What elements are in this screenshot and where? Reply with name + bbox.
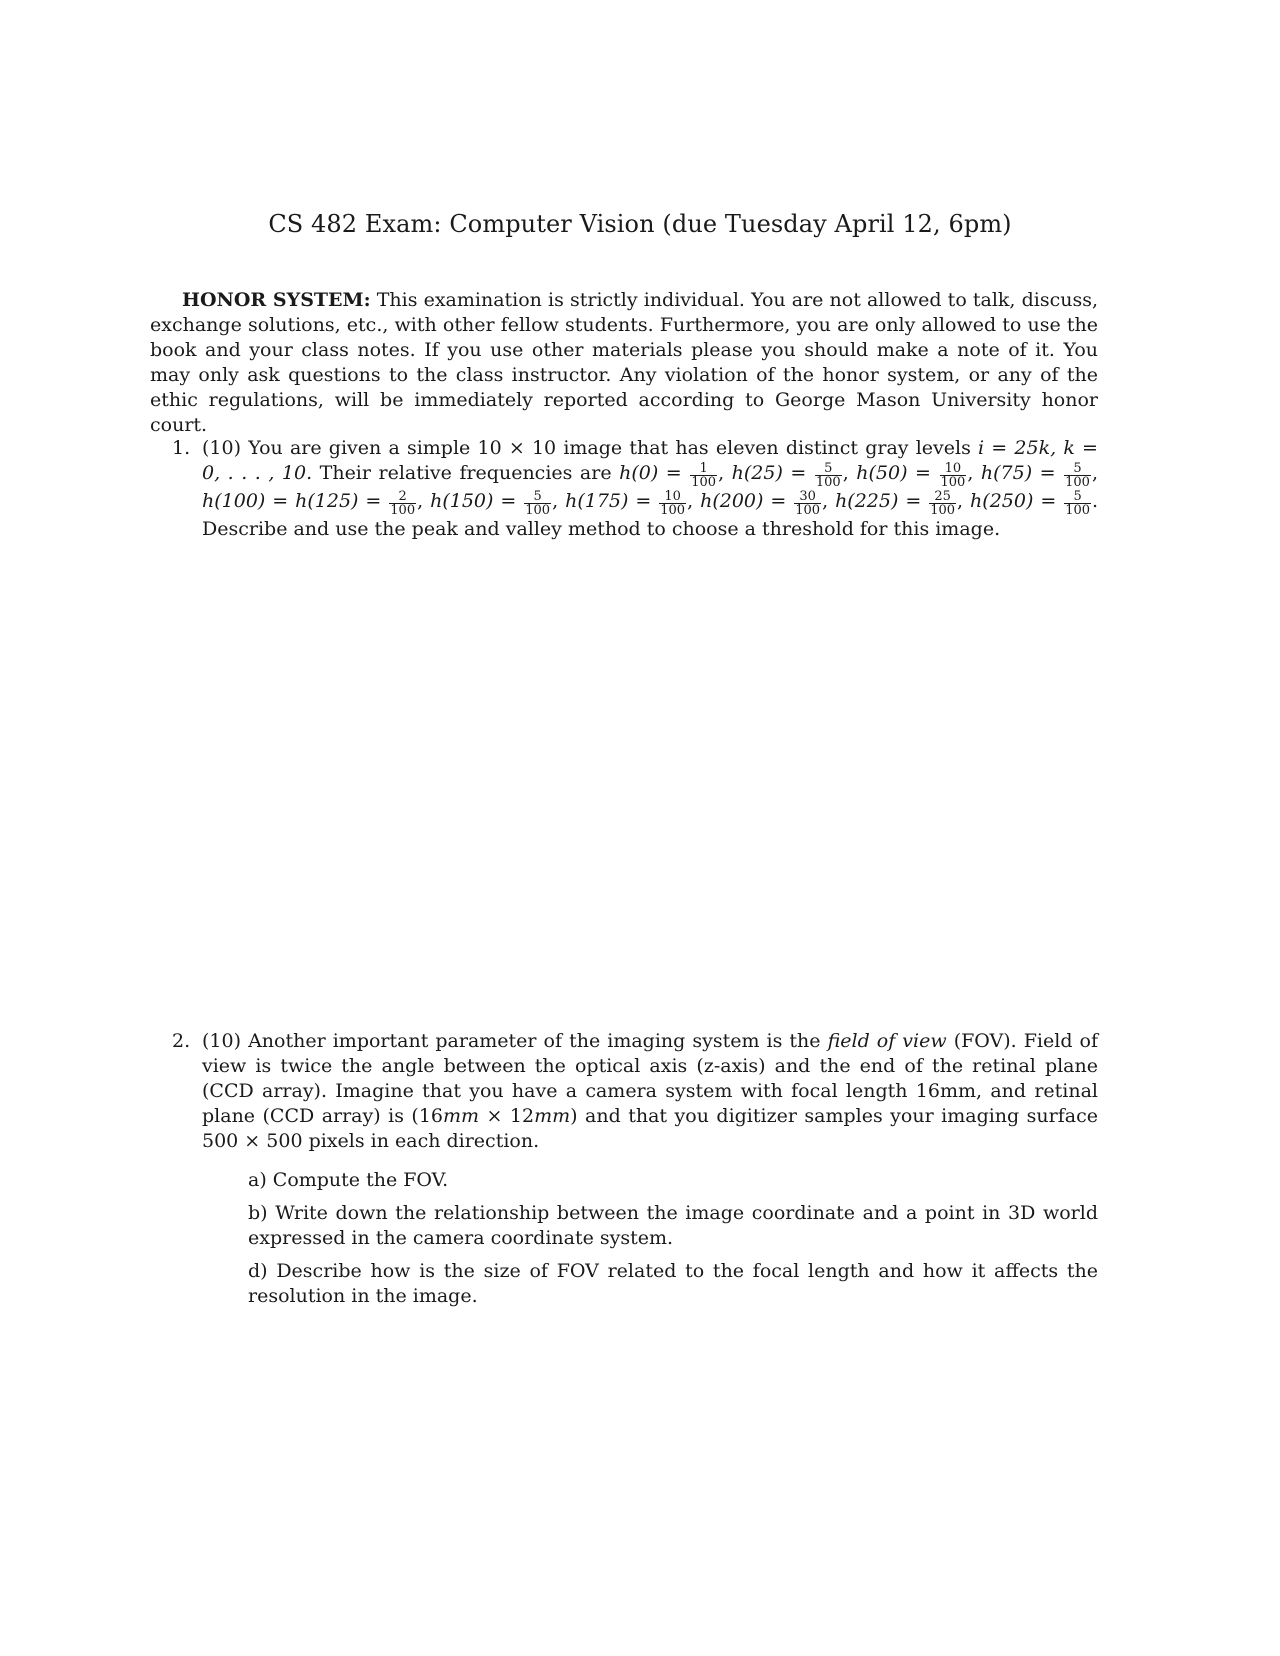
freq-h150-den: 100 bbox=[525, 503, 551, 519]
question-1-mid: image that has eleven distinct gray levels bbox=[563, 437, 971, 459]
honor-system-label: HONOR SYSTEM: bbox=[182, 289, 371, 311]
ccd-mid: 12 bbox=[509, 1105, 535, 1127]
question-1-levels: i = 25k, k = 0, . . . , 10. bbox=[202, 437, 1098, 484]
question-2 bbox=[150, 1029, 1098, 1317]
freq-h225-fraction bbox=[929, 490, 956, 517]
freq-h50-num: 10 bbox=[940, 462, 967, 476]
freq-h100-den: 100 bbox=[390, 503, 416, 519]
freq-h0-den: 100 bbox=[691, 475, 717, 491]
question-2-body bbox=[202, 1029, 1098, 1154]
freq-h200-den: 100 bbox=[795, 503, 821, 519]
ccd-unit-2: mm bbox=[534, 1105, 571, 1127]
freq-h75: h(75) = $\frac{5}{100}$ , bbox=[980, 461, 1098, 491]
question-1 bbox=[150, 436, 1098, 542]
exam-title: CS 482 Exam: Computer Vision (due Tuesday April 12, 6pm) bbox=[268, 210, 1012, 238]
question-2-text-1: (FOV). Field of view is twice the angle between the optical axis (z-axis) and the end of the retinal plane (CCD array). Imagine that you have a camera system with focal length 16mm, and retinal plane (CCD array) is bbox=[202, 1030, 1099, 1127]
question-2-fov-term: field of view bbox=[827, 1030, 947, 1052]
question-1-intro: You are given a simple bbox=[248, 437, 471, 459]
ccd-close: ) bbox=[570, 1105, 578, 1127]
freq-h150-num: 5 bbox=[524, 490, 551, 504]
freq-h75-den: 100 bbox=[1065, 475, 1090, 491]
freq-h100-label: h(100) = h(125) = bbox=[202, 490, 382, 513]
freq-h0-num: 1 bbox=[690, 462, 717, 476]
freq-h225-den: 100 bbox=[930, 503, 956, 519]
freq-h25-fraction bbox=[815, 462, 842, 489]
question-2-text-3: pixels in each direction. bbox=[308, 1130, 540, 1152]
ccd-unit-1: mm bbox=[443, 1105, 480, 1127]
ccd-open: (16 bbox=[411, 1105, 444, 1127]
freq-h0: h(0) = $\frac{1}{100}$ , bbox=[619, 461, 725, 491]
freq-h175-den: 100 bbox=[660, 503, 686, 519]
freq-h100-h125: h(100) = h(125) = $\frac{2}{100}$ , bbox=[202, 489, 424, 519]
freq-h250-den: 100 bbox=[1065, 503, 1091, 519]
freq-h50: h(50) = $\frac{10}{100}$ , bbox=[856, 461, 974, 491]
freq-h75-label: h(75) = bbox=[980, 462, 1056, 484]
freq-h25-label: h(25) = bbox=[731, 462, 807, 484]
honor-system-text: This examination is strictly individual. You are not allowed to talk, discuss, exchange solutions, etc., with other fellow students. Furthermore, you are only allowed to use the book and your class notes. If you use other materials please you should make a note of it. You may only ask questions to the class instructor. Any violation of the honor system, or any of the ethic regulations, will be immediately reported according to George Mason University honor court. bbox=[150, 289, 1098, 436]
question-1-body bbox=[202, 436, 1098, 542]
freq-h100-fraction bbox=[389, 490, 416, 517]
freq-h250: h(250) = $\frac{5}{100}$ . bbox=[970, 489, 1099, 519]
freq-h50-fraction bbox=[940, 462, 967, 489]
freq-h250-num: 5 bbox=[1064, 490, 1091, 504]
freq-h250-fraction bbox=[1064, 490, 1091, 517]
freq-h175-label: h(175) = bbox=[565, 490, 652, 513]
freq-h25-num: 5 bbox=[815, 462, 842, 476]
question-2-samples: 500 × 500 bbox=[202, 1130, 303, 1152]
question-1-dims: 10 × 10 bbox=[477, 437, 557, 459]
freq-h150-label: h(150) = bbox=[430, 490, 517, 513]
question-2-intro: Another important parameter of the imaging system is the bbox=[248, 1030, 821, 1052]
question-1-points: (10) bbox=[202, 437, 242, 459]
freq-h175-num: 10 bbox=[659, 490, 686, 504]
ccd-times: × bbox=[486, 1105, 503, 1127]
subpart-b: b) Write down the relationship between the image coordinate and a point in 3D world expressed in the camera coordinate system. bbox=[248, 1202, 1098, 1249]
freq-h50-label: h(50) = bbox=[856, 462, 931, 484]
freq-h75-fraction bbox=[1064, 462, 1091, 489]
freq-h200-label: h(200) = bbox=[700, 490, 787, 513]
freq-h200: h(200) = $\frac{30}{100}$ , bbox=[700, 489, 829, 519]
freq-h25-den: 100 bbox=[815, 475, 841, 491]
question-2-subparts bbox=[248, 1168, 1098, 1309]
question-2-number: 2. bbox=[172, 1030, 191, 1052]
question-2-ccd-size bbox=[411, 1105, 577, 1127]
freq-h75-num: 5 bbox=[1064, 462, 1091, 476]
freq-h200-fraction bbox=[794, 490, 821, 517]
freq-h225-num: 25 bbox=[929, 490, 956, 504]
question-1-outro: Describe and use the peak and valley method to choose a threshold for this image. bbox=[202, 518, 1001, 541]
honor-system-paragraph bbox=[150, 288, 1098, 438]
freq-h150: h(150) = $\frac{5}{100}$ , bbox=[430, 489, 559, 519]
freq-h175-fraction bbox=[659, 490, 686, 517]
freq-h175: h(175) = $\frac{10}{100}$ , bbox=[565, 489, 694, 519]
freq-h0-fraction bbox=[690, 462, 717, 489]
question-1-freq-intro: Their relative frequencies are bbox=[319, 462, 612, 484]
freq-h50-den: 100 bbox=[940, 475, 966, 491]
freq-h25: h(25) = $\frac{5}{100}$ , bbox=[731, 461, 849, 491]
freq-h225: h(225) = $\frac{25}{100}$ , bbox=[835, 489, 964, 519]
subpart-a: a) Compute the FOV. bbox=[248, 1169, 449, 1191]
freq-h150-fraction bbox=[524, 490, 551, 517]
subpart-d: d) Describe how is the size of FOV related to the focal length and how it affects the resolution in the image. bbox=[248, 1260, 1098, 1307]
freq-h250-label: h(250) = bbox=[970, 490, 1057, 513]
freq-h0-label: h(0) = bbox=[619, 462, 682, 484]
freq-h200-num: 30 bbox=[794, 490, 821, 504]
question-1-number: 1. bbox=[172, 437, 191, 459]
freq-h225-label: h(225) = bbox=[835, 490, 922, 513]
question-2-text-2: and that you digitizer samples your imaging surface bbox=[585, 1105, 1098, 1127]
freq-h100-num: 2 bbox=[389, 490, 416, 504]
question-2-points: (10) bbox=[202, 1030, 242, 1052]
